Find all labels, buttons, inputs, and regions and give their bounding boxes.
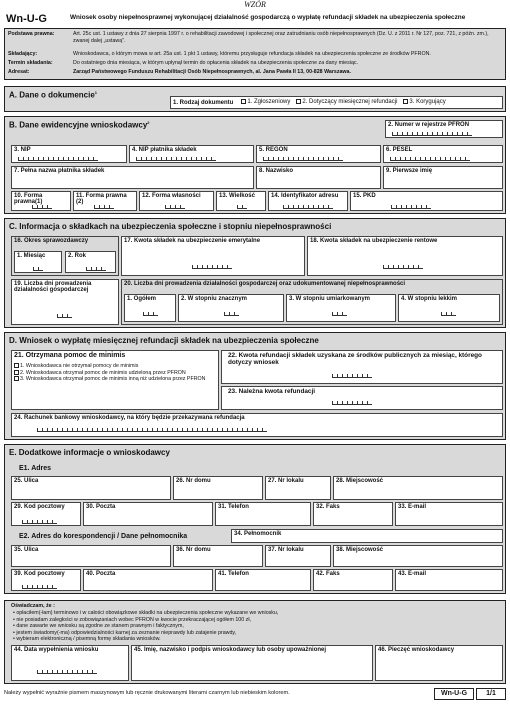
city-field[interactable]: 28. Miejscowość: [333, 476, 503, 500]
declaration-item: • jestem świadomy(-ma) odpowiedzialności karnej za zeznanie nieprawdy lub zatajenie prawdy,: [13, 629, 237, 636]
input-combs: [390, 157, 470, 161]
section-a-title: A. Dane o dokumencie$^1$: [9, 90, 98, 100]
input-combs: [86, 267, 106, 271]
footer-note: Należy wypełnić wyraźnie pismem maszynowym lub ręcznie drukowanymi literami czarnym lub niebieskim kolorem.: [4, 690, 290, 696]
section-a: [4, 86, 506, 112]
input-combs: [57, 314, 72, 318]
year-field[interactable]: 2. Rok: [65, 251, 116, 273]
input-combs: [165, 205, 185, 209]
de-minimis-option-2[interactable]: 2. Wnioskodawca otrzymał pomoc de minimis udzieloną przez PFRON: [14, 370, 216, 377]
corr-email-field[interactable]: 43. E-mail: [395, 569, 503, 591]
house-number-field[interactable]: 26. Nr domu: [173, 476, 263, 500]
doc-type-field: [170, 96, 503, 109]
pfron-number-field[interactable]: 2. Numer w rejestrze PFRON: [385, 120, 503, 138]
fill-date-field[interactable]: 44. Data wypełnienia wniosku: [11, 645, 129, 681]
meta-box: [4, 28, 506, 80]
section-e-title: E. Dodatkowe informacje o wnioskodawcy: [9, 448, 170, 457]
de-minimis-option-1[interactable]: 1. Wnioskodawca nie otrzymał pomocy de minimis: [14, 363, 216, 370]
corr-house-number-field[interactable]: 36. Nr domu: [173, 545, 263, 567]
input-combs: [33, 267, 43, 271]
section-c-title: C. Informacja o składkach na ubezpieczenia społeczne i stopniu niepełnosprawności: [9, 222, 332, 231]
pkd-field[interactable]: 15. PKD: [350, 191, 503, 211]
proxy-field[interactable]: 34. Pełnomocnik: [231, 529, 503, 543]
phone-field[interactable]: 31. Telefon: [215, 502, 311, 526]
ownership-field[interactable]: 12. Forma własności: [139, 191, 214, 211]
de-minimis-field: 21. Otrzymana pomoc de minimis 1. Wnioskodawca nie otrzymał pomocy de minimis 2. Wnioskodawca otrzymał pomoc de minimis udzieloną przez PFRON 3. Wnioskodawca otrzymał pomoc de minimis inną niż udzielona przez PFRON: [11, 350, 219, 410]
legal-form-1-field[interactable]: 10. Forma prawna(1): [11, 191, 71, 211]
input-combs: [283, 205, 333, 209]
corr-city-field[interactable]: 38. Miejscowość: [333, 545, 503, 567]
stamp-field[interactable]: 46. Pieczęć wnioskodawcy: [375, 645, 503, 681]
input-combs: [263, 157, 343, 161]
checkbox-icon: [403, 99, 408, 104]
input-combs: [332, 312, 347, 316]
declaration-item: • nie posiadam zaległości w zobowiązaniach wobec PFRON w kwocie przekraczającej ogółem 100 zł,: [13, 616, 251, 623]
top-label: WZÓR: [244, 0, 266, 9]
input-combs: [332, 401, 372, 405]
section-b-title: B. Dane ewidencyjne wnioskodawcy$^2$: [9, 120, 150, 130]
doc-type-option-1[interactable]: 1. Zgłoszeniowy: [241, 99, 290, 105]
input-combs: [332, 374, 372, 378]
corr-street-field[interactable]: 35. Ulica: [11, 545, 171, 567]
first-name-field[interactable]: 9. Pierwsze imię: [383, 166, 503, 189]
checkbox-icon: [241, 99, 246, 104]
month-field[interactable]: 1. Miesiąc: [14, 251, 62, 273]
public-funds-amount-field[interactable]: 22. Kwota refundacji składek uzyskana ze środków publicznych za miesiąc, którego dotyczy wniosek: [221, 350, 503, 384]
corr-post-office-field[interactable]: 40. Poczta: [83, 569, 213, 591]
declaration-item: • dane zawarte we wniosku są zgodne ze stanem prawnym i faktycznym,: [13, 623, 184, 630]
doc-type-option-3[interactable]: 3. Korygujący: [403, 99, 445, 105]
refund-amount-field[interactable]: 23. Należna kwota refundacji: [221, 386, 503, 410]
checkbox-icon: [296, 99, 301, 104]
form-code: Wn-U-G: [6, 13, 47, 25]
input-combs: [192, 265, 232, 269]
input-combs: [22, 520, 57, 524]
address-id-field[interactable]: 14. Identyfikator adresu: [268, 191, 348, 211]
apartment-number-field[interactable]: 27. Nr lokalu: [265, 476, 331, 500]
input-combs: [32, 205, 52, 209]
checkbox-icon: [14, 363, 19, 368]
doc-type-label: 1. Rodzaj dokumentu: [173, 99, 234, 106]
meta-val-submitter: Wnioskodawca, o którym mowa w art. 25a ust. 1 pkt 1 ustawy, któremu przysługuje refundacja składek na ubezpieczenia społeczne ze środków PFRON.: [73, 51, 431, 57]
e2-heading: E2. Adres do korespondencji / Dane pełnomocnika: [19, 533, 188, 540]
de-minimis-option-3[interactable]: 3. Wnioskodawca otrzymał pomoc de minimis inną niż udzielona przez PFRON: [14, 376, 216, 383]
meta-val-addressee: Zarząd Państwowego Funduszu Rehabilitacji Osób Niepełnosprawnych, al. Jana Pawła II 13, 00-828 Warszawa.: [73, 69, 351, 75]
input-combs: [37, 428, 267, 432]
bank-account-field[interactable]: 24. Rachunek bankowy wnioskodawcy, na który będzie przekazywana refundacja: [11, 413, 503, 437]
input-combs: [94, 205, 114, 209]
checkbox-icon: [14, 376, 19, 381]
meta-key-legal: Podstawa prawna:: [8, 31, 55, 37]
input-combs: [37, 670, 97, 674]
days-severe-field[interactable]: 2. W stopniu znacznym: [178, 294, 284, 322]
payer-nip-field[interactable]: 4. NIP płatnika składek: [129, 145, 254, 163]
input-combs: [391, 205, 431, 209]
doc-type-option-2[interactable]: 2. Dotyczący miesięcznej refundacji: [296, 99, 397, 105]
input-combs: [392, 132, 472, 136]
meta-key-deadline: Termin składania:: [8, 60, 53, 66]
declaration-item: • wybieram elektroniczną / pisemną formę składania wniosków.: [13, 636, 161, 643]
declaration-item: • opłaciłem(-łam) terminowo i w całości obowiązkowe składki na ubezpieczenia społeczne wykazane we wniosku,: [13, 610, 279, 616]
input-combs: [22, 585, 57, 589]
disability-days-group: 20. Liczba dni prowadzenia działalności gospodarczej oraz udokumentowanej niepełnosprawności 1. Ogółem 2. W stopniu znacznym 3. W stopniu umiarkowanym 4. W stopniu lekkim: [121, 279, 503, 325]
declaration: [4, 600, 506, 684]
regon-field[interactable]: 5. REGON: [256, 145, 381, 163]
form-title: Wniosek osoby niepełnosprawnej wykonującej działalność gospodarczą o wypłatę refundacji składek na ubezpieczenia społeczne: [70, 14, 466, 21]
post-office-field[interactable]: 30. Poczta: [83, 502, 213, 526]
meta-key-addressee: Adresat:: [8, 69, 30, 75]
input-combs: [143, 312, 158, 316]
input-combs: [18, 157, 98, 161]
days-total-field[interactable]: 1. Ogółem: [124, 294, 176, 322]
postal-code-field[interactable]: 29. Kod pocztowy: [11, 502, 81, 526]
report-period-field: 16. Okres sprawozdawczy 1. Miesiąc 2. Rok: [11, 236, 119, 276]
page-number: 1/1: [476, 688, 506, 700]
section-d-title: D. Wniosek o wypłatę miesięcznej refundacji składek na ubezpieczenia społeczne: [9, 336, 319, 345]
corr-apartment-number-field[interactable]: 37. Nr lokalu: [265, 545, 331, 567]
e1-heading: E1. Adres: [19, 465, 52, 472]
disability-contrib-field[interactable]: 18. Kwota składek na ubezpieczenie rentowe: [307, 236, 503, 276]
section-e: [4, 444, 506, 594]
business-days-field[interactable]: 19. Liczba dni prowadzenia działalności gospodarczej: [11, 279, 119, 325]
days-moderate-field[interactable]: 3. W stopniu umiarkowanym: [286, 294, 396, 322]
input-combs: [383, 265, 423, 269]
section-b: [4, 116, 506, 214]
nip-field[interactable]: 3. NIP: [11, 145, 127, 163]
input-combs: [136, 157, 216, 161]
pension-contrib-field[interactable]: 17. Kwota składek na ubezpieczenie emerytalne: [121, 236, 305, 276]
corr-fax-field[interactable]: 42. Faks: [313, 569, 393, 591]
section-c: [4, 218, 506, 328]
days-mild-field[interactable]: 4. W stopniu lekkim: [398, 294, 500, 322]
payer-name-field[interactable]: 7. Pełna nazwa płatnika składek: [11, 166, 254, 189]
surname-field[interactable]: 8. Nazwisko: [256, 166, 381, 189]
declaration-heading: Oświadczam, że :: [11, 603, 55, 609]
meta-val-deadline: Do ostatniego dnia miesiąca, w którym upłynął termin do opłacenia składek na ubezpieczenia społeczne za dany miesiąc.: [73, 60, 359, 66]
input-combs: [224, 312, 239, 316]
size-field[interactable]: 13. Wielkość: [216, 191, 266, 211]
legal-form-2-field[interactable]: 11. Forma prawna (2): [73, 191, 137, 211]
corr-phone-field[interactable]: 41. Telefon: [215, 569, 311, 591]
pesel-field[interactable]: 6. PESEL: [383, 145, 503, 163]
email-field[interactable]: 33. E-mail: [395, 502, 503, 526]
signature-field[interactable]: 45. Imię, nazwisko i podpis wnioskodawcy lub osoby upoważnionej: [131, 645, 373, 681]
fax-field[interactable]: 32. Faks: [313, 502, 393, 526]
declaration-list: [13, 610, 503, 643]
meta-key-submitter: Składający:: [8, 51, 38, 57]
footer-code: Wn-U-G: [434, 688, 474, 700]
input-combs: [237, 205, 247, 209]
street-field[interactable]: 25. Ulica: [11, 476, 171, 500]
input-combs: [441, 312, 456, 316]
checkbox-icon: [14, 370, 19, 375]
corr-postal-code-field[interactable]: 39. Kod pocztowy: [11, 569, 81, 591]
section-d: [4, 332, 506, 440]
meta-val-legal: Art. 25c ust. 1 ustawy z dnia 27 sierpnia 1997 r. o rehabilitacji zawodowej i społecznej oraz zatrudnianiu osób niepełnosprawnych (Dz. U. z 2011 r. Nr 127, poz. 721, z późn. zm.), zwanej dalej „ustawą”.: [73, 31, 489, 44]
